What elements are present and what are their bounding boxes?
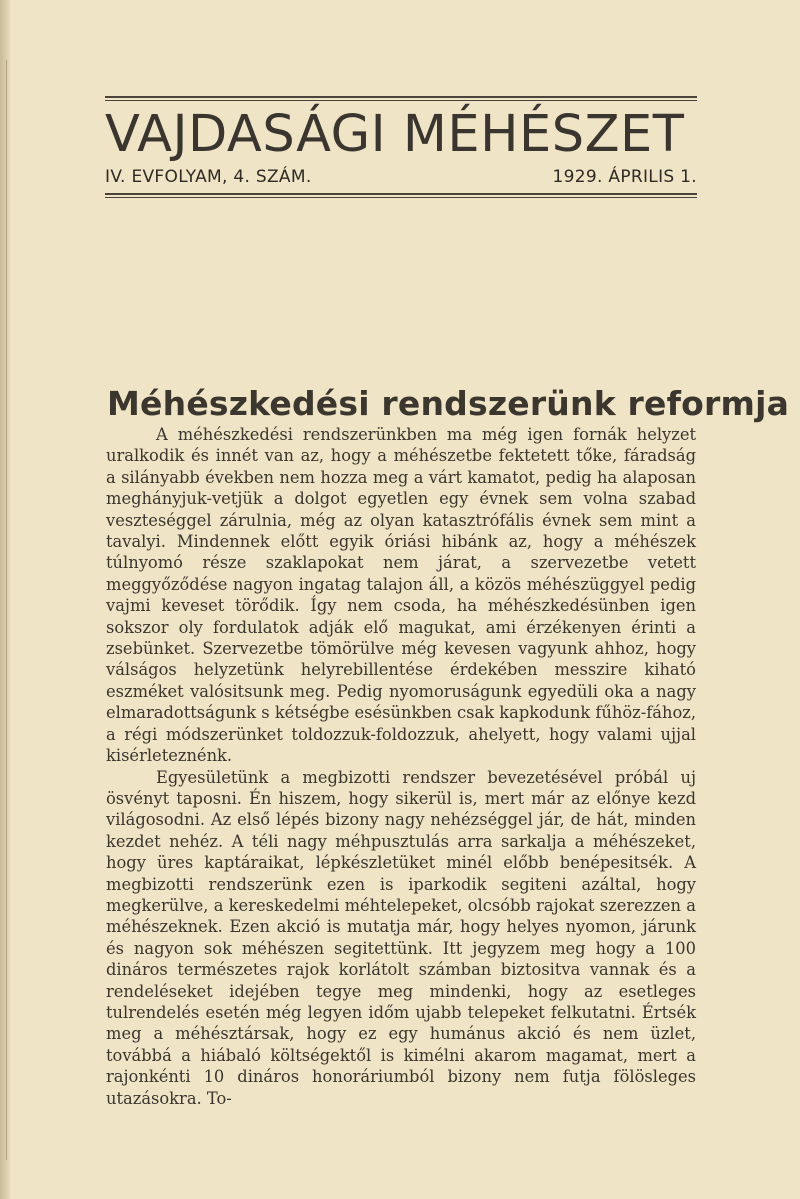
masthead-top-rule: [105, 96, 697, 101]
masthead-bottom-rule: [105, 193, 697, 198]
article-title: Méhészkedési rendszerünk reformja: [107, 384, 790, 424]
article-paragraph: Egyesületünk a megbizotti rendszer bevezetésével próbál uj ösvényt taposni. Én hiszem, hogy sikerül is, mert már az előnye kezd világosodni. Az első lépés bizony nagy nehézséggel jár, de hát, minden kezdet nehéz. A téli nagy méhpusztulás arra sarkalja a méhészeket, hogy üres kaptáraikat, lépkészletüket minél előbb benépesitsék. A megbizotti rendszerünk ezen is iparkodik segiteni azáltal, hogy megkerülve, a kereskedelmi méhtelepeket, olcsóbb rajokat szerezzen a méhészeknek. Ezen akció is mutatja már, hogy helyes nyomon, járunk és nagyon sok méhészen segitettünk. Itt jegyzem meg hogy a 100 dináros természetes rajok korlátolt számban biztositva vannak és a rendeléseket idejében tegye meg mindenki, hogy az esetleges tulrendelés esetén még legyen időm ujabb telepeket felkutatni. Értsék meg a méhésztársak, hogy ez egy humánus akció és nem üzlet, továbbá a hiábaló költségektől is kimélni akarom magamat, mert a rajonkénti 10 dináros honoráriumból bizony nem futja fölösleges utazásokra. To-: [106, 767, 696, 1108]
volume-number: IV. EVFOLYAM, 4. SZÁM.: [105, 167, 312, 187]
binding-line: [6, 60, 7, 1160]
masthead: [105, 96, 697, 198]
page-edge: [0, 0, 10, 1199]
issue-date: 1929. ÁPRILIS 1.: [552, 167, 697, 187]
issue-line: [105, 167, 697, 187]
article-body: [106, 424, 696, 1109]
article-paragraph: A méhészkedési rendszerünkben ma még igen fornák helyzet uralkodik és innét van az, hogy a méhészetbe fektetett tőke, fáradság a silányabb években nem hozza meg a várt kamatot, pedig ha alaposan meghányjuk-vetjük a dolgot egyetlen egy évnek sem volna szabad veszteséggel zárulnia, még az olyan katasztrófális évnek sem mint a tavalyi. Mindennek előtt egyik óriási hibánk az, hogy a méhészek túlnyomó része szaklapokat nem járat, a szervezetbe vetett meggyőződése nagyon ingatag talajon áll, a közös méhészüggyel pedig vajmi keveset törődik. Így nem csoda, ha méhészkedésünben igen sokszor oly fordulatok adják elő magukat, ami érzékenyen érinti a zsebünket. Szervezetbe tömörülve még kevesen vagyunk ahhoz, hogy válságos helyzetünk helyrebillentése érdekében messzire kiható eszméket valósitsunk meg. Pedig nyomoruságunk egyedüli oka a nagy elmaradottságunk s kétségbe esésünkben csak kapkodunk fűhöz-fához, a régi módszerünket toldozzuk-foldozzuk, ahelyett, hogy valami ujjal kisérleteznénk.: [106, 425, 697, 766]
journal-title: VAJDASÁGI MÉHÉSZET: [105, 105, 685, 164]
